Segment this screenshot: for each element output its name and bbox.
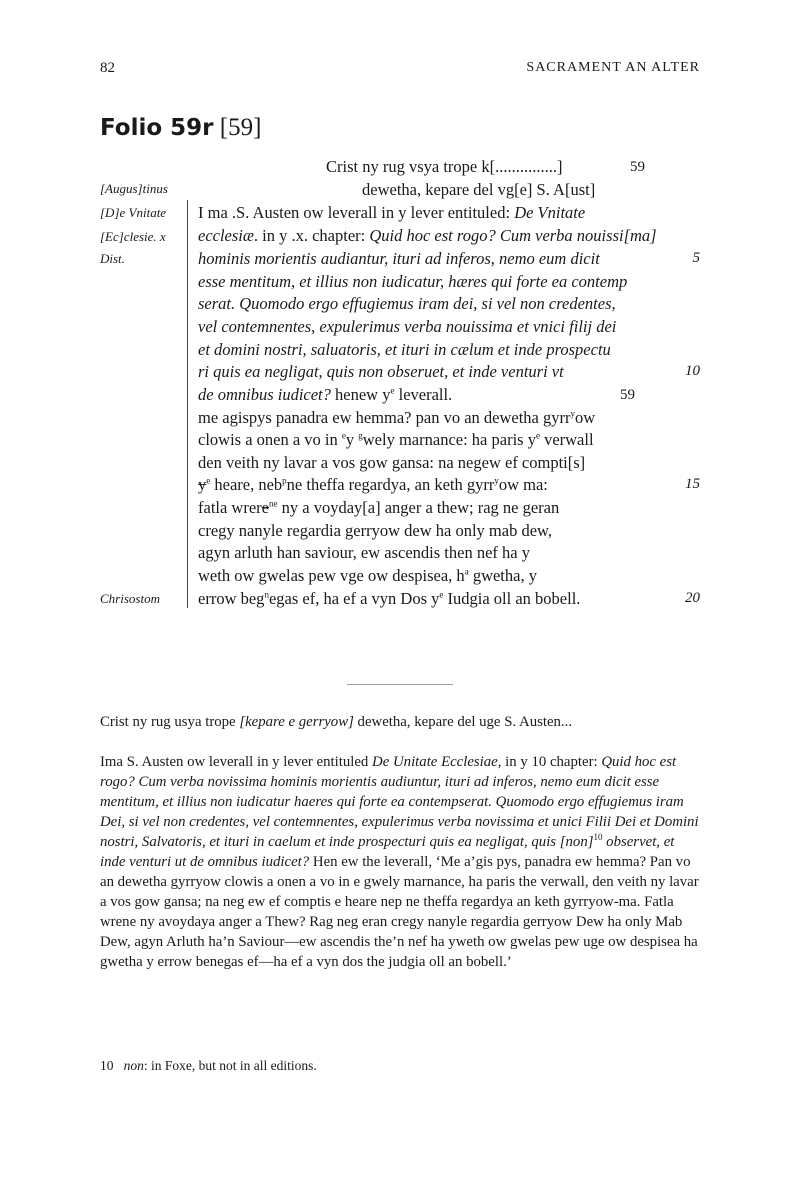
transcript-line: $y^e$ heare, neb$^p$ne theffa regardya, an keth gyrr$^y$ow ma: xyxy=(198,475,548,494)
transcript-line: et domini nostri, saluatoris, et ituri in cælum et inde prospectu xyxy=(198,340,611,359)
transcript-line: ri quis ea negligat, quis non obseruet, et inde venturi vt xyxy=(198,362,564,381)
margin-note: [Ec]clesie. x xyxy=(100,229,166,244)
line-number: 15 xyxy=(685,476,700,492)
page-number: 82 xyxy=(100,60,115,76)
running-title: SACRAMENT AN ALTER xyxy=(526,60,700,75)
transcript-line: dewetha, kepare del vg[e] S. A[ust] xyxy=(362,180,596,199)
transcript-line: hominis morientis audiantur, ituri ad inferos, nemo eum dicit xyxy=(198,249,600,268)
footnote: 10 non: in Foxe, but not in all editions. xyxy=(100,1058,317,1073)
line-number: 10 xyxy=(685,363,700,379)
line-number: 20 xyxy=(685,590,700,606)
transcript-line: clowis a onen a vo in $^e$y $^g$wely marnance: ha paris $y^e$ verwall xyxy=(198,430,594,449)
transcript-line: fatla wrere$^{ne}$ ny a voyday[a] anger a thew; rag ne geran xyxy=(198,498,560,517)
edited-paragraph: Crist ny rug usya trope [kepare e gerryow] dewetha, kepare del uge S. Austen... xyxy=(100,714,573,730)
edited-paragraph: Ima S. Austen ow leverall in y lever entituled De Unitate Ecclesiae, in y 10 chapter: Quid hoc est rogo? Cum verba novissima hominis morientis audiuntur, ituri ad inferos, nemo eum dicit esse mentitum, et illius non iudicatur haeres qui forte ea contempserat. Quomodo ergo effugiemus iram Dei, si vel non credentes, vel contemnentes, expulerimus verba novissima et unici Filii Dei et Domini nostri, Salvatoris, et ituri in caelum et inde prospecturi quis ea negligat, quis [non]$^{10}$ observet, et inde venturi ut de omnibus iudicet? Hen ew the leverall, ‘Me a’gis pys, panadra ew hemma? Pan vo an dewetha gyrryow clowis a onen a vo in e gwely marnance, ha paris the verwall, den veith ny lavar a vos gow gansa; na neg ew ef comptis e heare nep ne theffa regardya an keth gyrryow-ma. Fatla wrene ny avoydaya anger a Thew? Rag neg eran cregy nanyle regardia gerryow Dew ha only Mab Dew, agyn Arluth ha’n Saviour—ew ascendis the’n nef ha yweth ow gwelas pew uge ow despisea ha gwetha y errow benegas ef—ha ef a vyn dos the judgia oll an bobell.’ xyxy=(100,754,699,970)
folio-marker: 59 xyxy=(630,159,645,175)
transcript-line: de omnibus iudicet? henew $y^e$ leverall. xyxy=(198,385,453,404)
transcript-line: vel contemnentes, expulerimus verba nouissima et vnici filij dei xyxy=(198,317,617,336)
running-header xyxy=(100,60,700,84)
folio-heading xyxy=(100,114,261,142)
transcript-line: den veith ny lavar a vos gow gansa: na negew ef compti[s] xyxy=(198,453,586,472)
section-divider xyxy=(347,684,453,685)
transcript-line: ecclesiæ. in y .x. chapter: Quid hoc est rogo? Cum verba nouissi[ma] xyxy=(198,226,657,245)
transcript-line: serat. Quomodo ergo effugiemus iram dei, si vel non credentes, xyxy=(198,294,616,313)
transcript-line: agyn arluth han saviour, ew ascendis then nef ha y xyxy=(198,543,530,562)
footnote-ref: 10 xyxy=(593,832,603,843)
margin-note: Chrisostom xyxy=(100,591,160,606)
transcript-line: esse mentitum, et illius non iudicatur, hæres qui forte ea contemp xyxy=(198,272,628,291)
transcript-line: cregy nanyle regardia gerryow dew ha only mab dew, xyxy=(198,521,552,540)
transcript-line: errow beg$^n$egas ef, ha ef a vyn Dos $y^e$ Iudgia oll an bobell. xyxy=(198,589,581,608)
folio-marker: 59 xyxy=(620,387,635,403)
transcript-line: weth ow gwelas pew vge ow despisea, $h^a$ gwetha, y xyxy=(198,566,537,585)
folio-number: [59] xyxy=(219,114,262,141)
margin-rule xyxy=(187,200,188,608)
margin-note: [Augus]tinus xyxy=(100,181,168,196)
folio-label: Folio 59r xyxy=(100,115,214,141)
transcript-line: me agispys panadra ew hemma? pan vo an dewetha gyrr$^y$ow xyxy=(198,408,596,427)
line-number: 5 xyxy=(692,250,700,266)
transcript-line: I ma .S. Austen ow leverall in y lever entituled: De Vnitate xyxy=(198,203,586,222)
transcript-line: Crist ny rug vsya trope k[...............] xyxy=(326,157,563,176)
margin-note: Dist. xyxy=(100,251,125,266)
margin-note: [D]e Vnitate xyxy=(100,205,167,220)
